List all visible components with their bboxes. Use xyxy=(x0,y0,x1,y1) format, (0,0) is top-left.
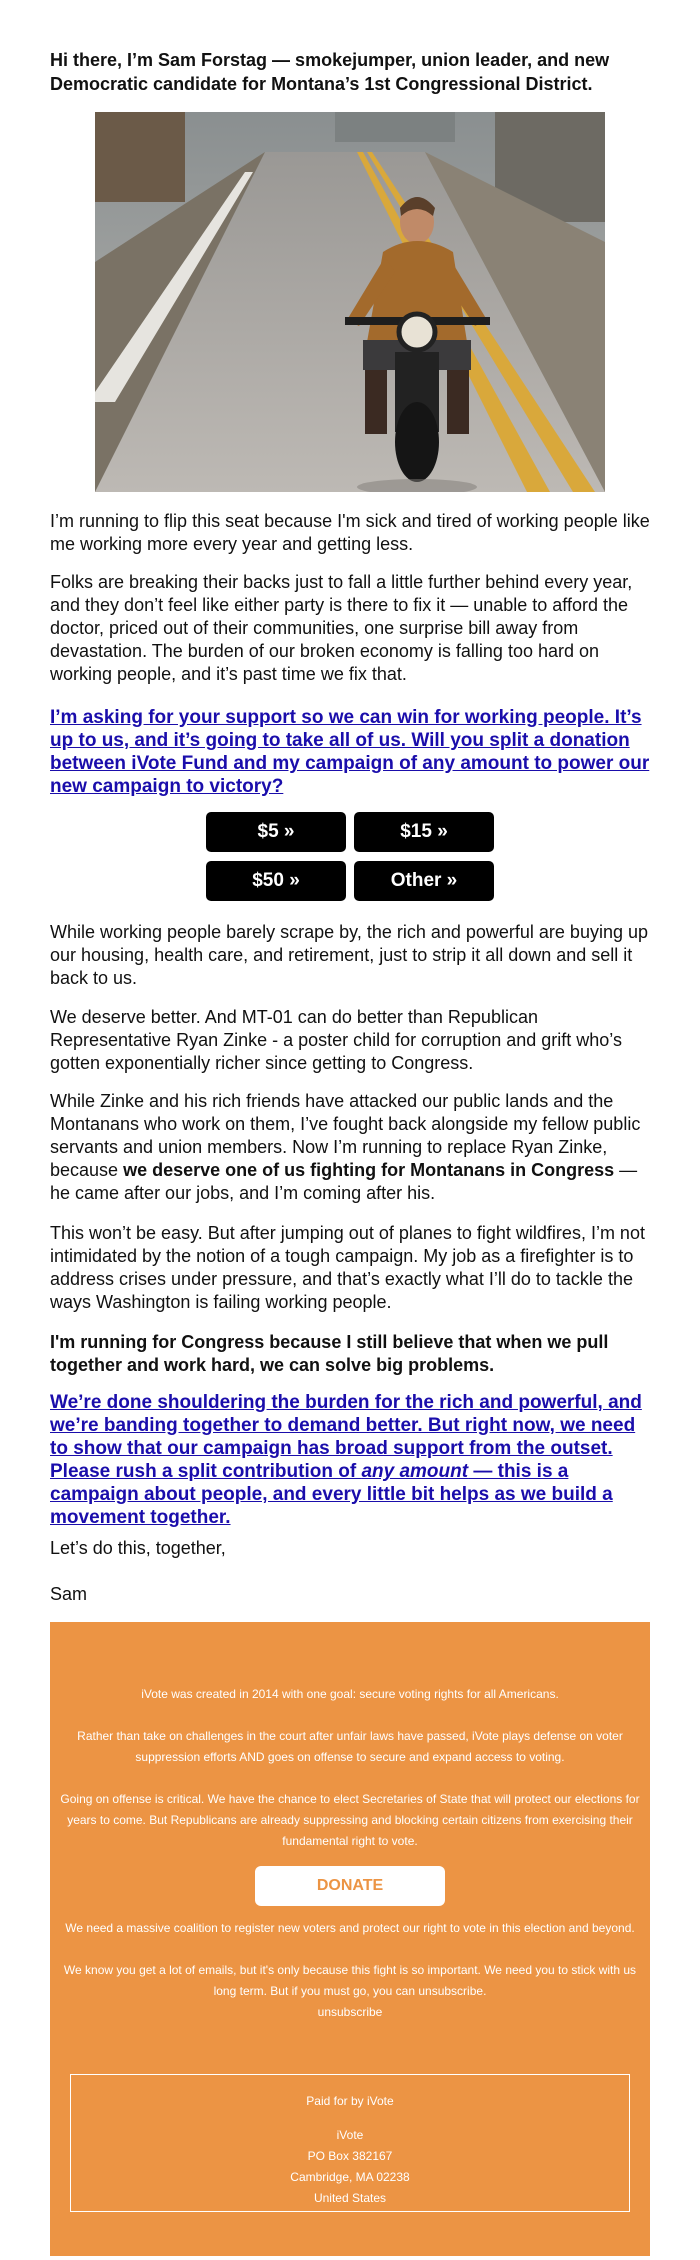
address-org: iVote xyxy=(336,2128,364,2142)
intro-heading: Hi there, I’m Sam Forstag — smokejumper, union leader, and new Democratic candidate for Montana’s 1st Congressional District. xyxy=(50,50,610,94)
contribution-ask-text-a: We’re done shouldering the burden for the rich and powerful, and we’re banding together to demand better. But right now, we need to show that our campaign has broad support from the outset. Please rush a split contribution of xyxy=(50,1392,642,1482)
contribution-ask-link[interactable] xyxy=(50,1391,650,1529)
address-country: United States xyxy=(313,2191,387,2205)
paragraph-zinke: We deserve better. And MT-01 can do better than Republican Representative Ryan Zinke - a poster child for corruption and grift who’s gotten exponentially richer since getting to Congress. xyxy=(50,1007,622,1073)
donate-5-button[interactable]: $5 » xyxy=(206,812,346,852)
public-lands-text-a: While Zinke and his rich friends have attacked our public lands and the Montanans who work on them, I’ve fought back alongside my fellow public servants and union members. Now I’m running to replace Ryan Zinke, because xyxy=(50,1091,641,1180)
public-lands-bold: we deserve one of us fighting for Montanans in Congress xyxy=(123,1160,615,1180)
paragraph-firefighter: This won’t be easy. But after jumping out of planes to fight wildfires, I’m not intimidated by the notion of a tough campaign. My job as a firefighter is to address crises under pressure, and that’s exactly what I’ll do to tackle the ways Washington is failing working people. xyxy=(50,1223,645,1312)
public-lands-text-c: — he came after our jobs, and I’m coming after his. xyxy=(50,1160,638,1203)
paragraph-broken-economy: Folks are breaking their backs just to fall a little further behind every year, and they don’t feel like either party is there to fix it — unable to afford the doctor, priced out of their communities, one surprise bill away from devastation. The burden of our broken economy is falling too hard on working people, and it’s past time we fix that. xyxy=(50,572,633,684)
address-city: Cambridge, MA 02238 xyxy=(290,2170,410,2184)
address-po-box: PO Box 382167 xyxy=(307,2149,393,2163)
paragraph-rich-powerful: While working people barely scrape by, the rich and powerful are buying up our housing, health care, and retirement, just to strip it all down and sell it back to us. xyxy=(50,922,648,988)
donate-15-button[interactable]: $15 » xyxy=(354,812,494,852)
footer-mission: iVote was created in 2014 with one goal: secure voting rights for all Americans. xyxy=(141,1687,559,1701)
donate-50-button[interactable]: $50 » xyxy=(206,861,346,901)
paragraph-running-for-congress: I'm running for Congress because I still believe that when we pull together and work hard, we can solve big problems. xyxy=(50,1332,609,1375)
contribution-ask-text-c: — this is a campaign about people, and every little bit helps as we build a movement together. xyxy=(50,1461,613,1528)
paragraph-flip-seat: I’m running to flip this seat because I'm sick and tired of working people like me working more every year and getting less. xyxy=(50,511,650,554)
unsubscribe-link[interactable]: unsubscribe xyxy=(317,2005,383,2019)
donate-other-button[interactable]: Other » xyxy=(354,861,494,901)
paid-for-label: Paid for by iVote xyxy=(306,2094,394,2108)
footer-emails-note: We know you get a lot of emails, but it's only because this fight is so important. We need you to stick with us long term. But if you must go, you can unsubscribe. xyxy=(63,1963,637,1998)
paid-for-box xyxy=(70,2074,630,2212)
footer-donate-button[interactable]: DONATE xyxy=(255,1866,445,1906)
footer-going-offense: Going on offense is critical. We have the chance to elect Secretaries of State that will protect our elections for years to come. But Republicans are already suppressing and blocking certain citizens from exercising their fundamental right to vote. xyxy=(60,1792,640,1848)
signature: Sam xyxy=(50,1584,88,1604)
candidate-motorcycle-photo xyxy=(95,112,605,492)
donation-ask-link[interactable]: I’m asking for your support so we can win for working people. It’s up to us, and it’s going to take all of us. Will you split a donation between iVote Fund and my campaign of any amount to power our new campaign to victory? xyxy=(50,707,650,797)
closing-line: Let’s do this, together, xyxy=(50,1538,226,1558)
ivote-footer xyxy=(50,1622,650,2256)
footer-coalition: We need a massive coalition to register new voters and protect our right to vote in this election and beyond. xyxy=(65,1921,635,1935)
footer-defense-offense: Rather than take on challenges in the court after unfair laws have passed, iVote plays defense on voter suppression efforts AND goes on offense to secure and expand access to voting. xyxy=(77,1729,623,1764)
paragraph-public-lands xyxy=(50,1090,650,1205)
contribution-ask-any-amount: any amount xyxy=(361,1461,469,1482)
